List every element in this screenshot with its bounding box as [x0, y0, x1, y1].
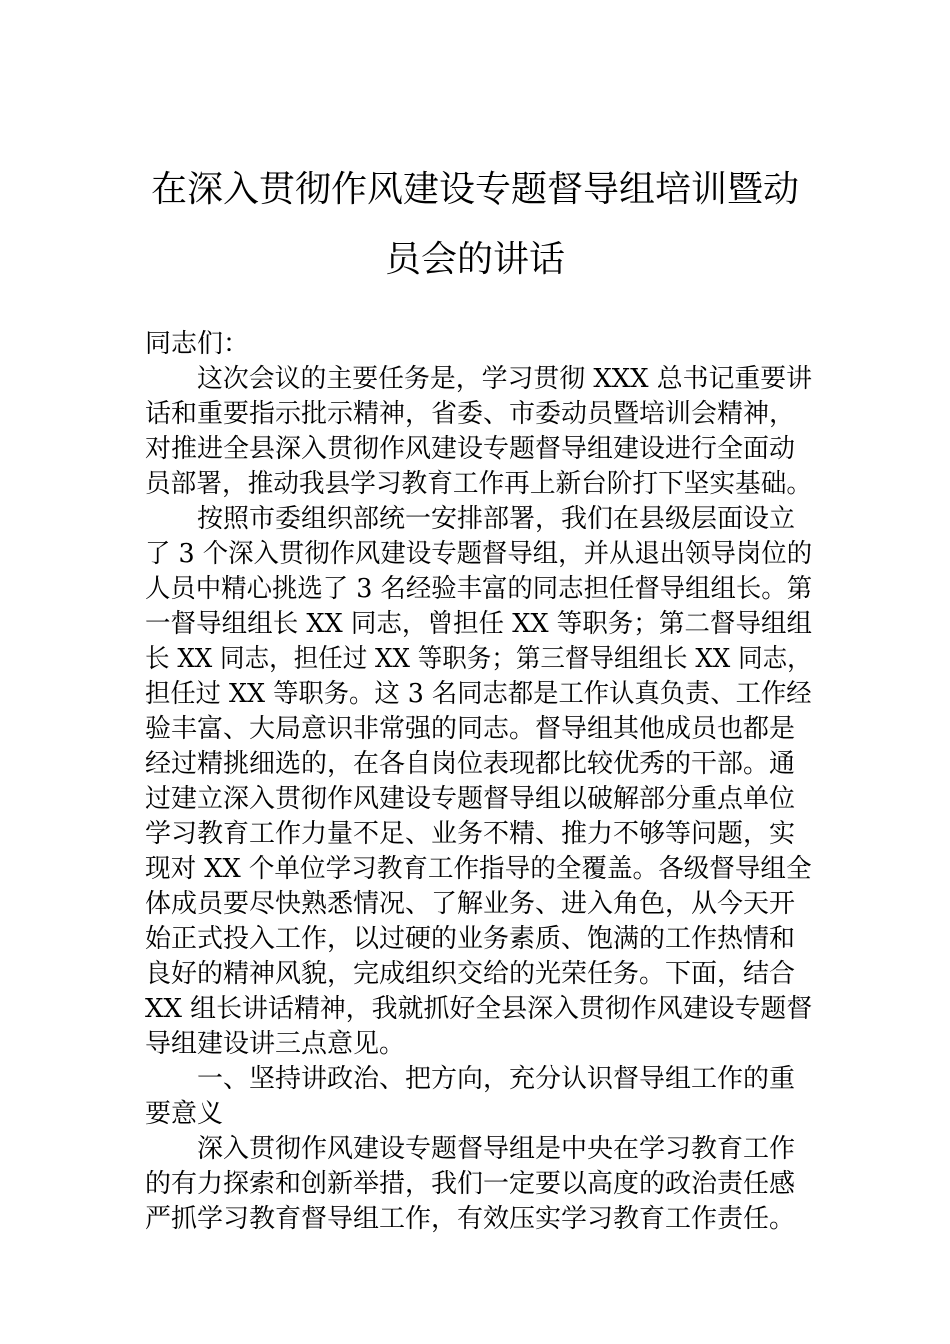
section-heading-line: 要意义 — [145, 1099, 224, 1129]
body-line: 深入贯彻作风建设专题督导组是中央在学习教育工作 — [197, 1134, 796, 1164]
body-line: 一督导组组长 XX 同志，曾担任 XX 等职务；第二督导组组 — [145, 609, 813, 639]
body-line: 导组建设讲三点意见。 — [145, 1029, 406, 1059]
body-line: 严抓学习教育督导组工作，有效压实学习教育工作责任。 — [145, 1204, 796, 1234]
body-line: 良好的精神风貌，完成组织交给的光荣任务。下面，结合 — [145, 959, 796, 989]
body-line: 人员中精心挑选了 3 名经验丰富的同志担任督导组组长。第 — [145, 574, 813, 604]
body-line: 现对 XX 个单位学习教育工作指导的全覆盖。各级督导组全 — [145, 854, 812, 884]
body-line: 的有力探索和创新举措，我们一定要以高度的政治责任感 — [145, 1169, 796, 1199]
body-line: 话和重要指示批示精神，省委、市委动员暨培训会精神， — [145, 399, 796, 429]
body-line: 过建立深入贯彻作风建设专题督导组以破解部分重点单位 — [145, 784, 796, 814]
body-line: 长 XX 同志，担任过 XX 等职务；第三督导组组长 XX 同志， — [145, 644, 812, 674]
body-line: 员部署，推动我县学习教育工作再上新台阶打下坚实基础。 — [145, 469, 813, 499]
section-heading-line: 一、坚持讲政治、把方向，充分认识督导组工作的重 — [197, 1064, 796, 1094]
document-title-line-2: 员会的讲话 — [384, 239, 565, 280]
body-line: 验丰富、大局意识非常强的同志。督导组其他成员也都是 — [145, 714, 796, 744]
body-line: 对推进全县深入贯彻作风建设专题督导组建设进行全面动 — [145, 434, 796, 464]
body-line: XX 组长讲话精神，我就抓好全县深入贯彻作风建设专题督 — [145, 994, 813, 1024]
body-line: 体成员要尽快熟悉情况、了解业务、进入角色，从今天开 — [145, 889, 796, 919]
body-line: 担任过 XX 等职务。这 3 名同志都是工作认真负责、工作经 — [145, 679, 812, 709]
body-line: 了 3 个深入贯彻作风建设专题督导组，并从退出领导岗位的 — [145, 539, 813, 569]
salutation: 同志们： — [145, 329, 250, 359]
body-line: 经过精挑细选的，在各自岗位表现都比较优秀的干部。通 — [145, 749, 796, 779]
body-line: 始正式投入工作，以过硬的业务素质、饱满的工作热情和 — [145, 924, 796, 954]
body-line: 按照市委组织部统一安排部署，我们在县级层面设立 — [197, 504, 796, 534]
body-line: 学习教育工作力量不足、业务不精、推力不够等问题，实 — [145, 819, 796, 849]
body-line: 这次会议的主要任务是，学习贯彻 XXX 总书记重要讲 — [197, 364, 813, 394]
document-title-line-1: 在深入贯彻作风建设专题督导组培训暨动 — [150, 169, 799, 210]
